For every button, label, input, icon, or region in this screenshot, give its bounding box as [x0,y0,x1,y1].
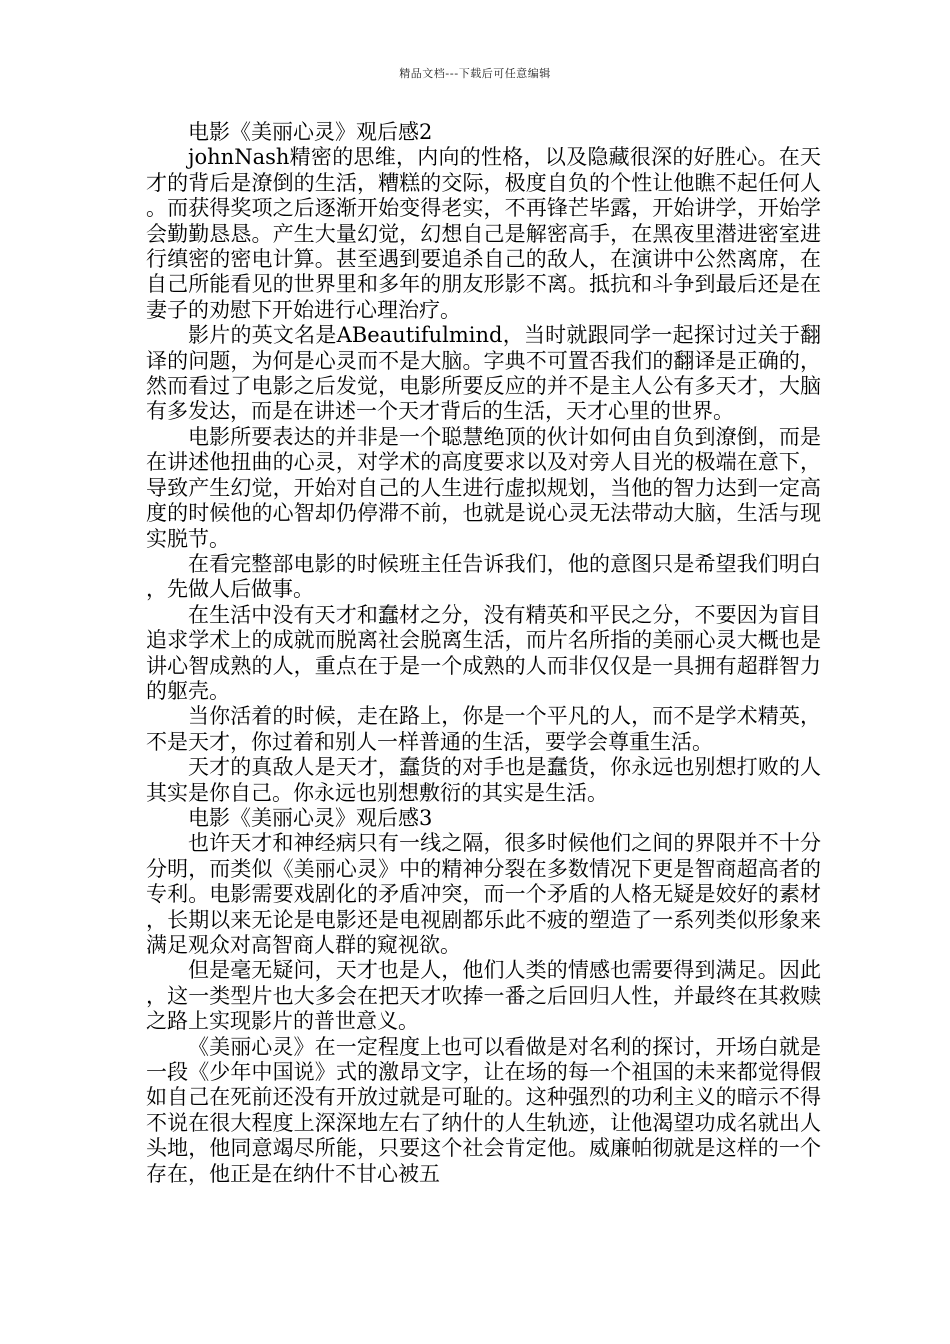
paragraph: 影片的英文名是ABeautifulmind，当时就跟同学一起探讨过关于翻译的问题，为何是心灵而不是大脑。字典不可置否我们的翻译是正确的，然而看过了电影之后发觉，电影所要反应的并不是主人公有多天才，大脑有多发达，而是在讲述一个天才背后的生活，天才心里的世界。 [146,323,821,424]
paragraph: 但是毫无疑问，天才也是人，他们人类的情感也需要得到满足。因此，这一类型片也大多会在把天才吹捧一番之后回归人性，并最终在其救赎之路上实现影片的普世意义。 [146,958,821,1034]
paragraph: 在生活中没有天才和蠢材之分，没有精英和平民之分，不要因为盲目追求学术上的成就而脱离社会脱离生活，而片名所指的美丽心灵大概也是讲心智成熟的人，重点在于是一个成熟的人而非仅仅是一具拥有超群智力的躯壳。 [146,602,821,703]
paragraph: 在看完整部电影的时候班主任告诉我们，他的意图只是希望我们明白，先做人后做事。 [146,551,821,602]
paragraph: 《美丽心灵》在一定程度上也可以看做是对名利的探讨，开场白就是一段《少年中国说》式的激昂文字，让在场的每一个祖国的未来都觉得假如自己在死前还没有开放过就是可耻的。这种强烈的功利主义的暗示不得不说在很大程度上深深地左右了纳什的人生轨迹，让他渴望功成名就出人头地，他同意竭尽所能，只要这个社会肯定他。威廉帕彻就是这样的一个存在，他正是在纳什不甘心被五 [146,1034,821,1186]
paragraph: johnNash精密的思维，内向的性格，以及隐藏很深的好胜心。在天才的背后是潦倒的生活，糟糕的交际，极度自负的个性让他瞧不起任何人。而获得奖项之后逐渐开始变得老实，不再锋芒毕露，开始讲学，开始学会勤勤恳恳。产生大量幻觉，幻想自己是解密高手，在黑夜里潜进密室进行缜密的密电计算。甚至遇到要追杀自己的敌人，在演讲中公然离席，在自己所能看见的世界里和多年的朋友形影不离。抵抗和斗争到最后还是在妻子的劝慰下开始进行心理治疗。 [146,145,821,322]
paragraph: 也许天才和神经病只有一线之隔，很多时候他们之间的界限并不十分分明，而类似《美丽心灵》中的精神分裂在多数情况下更是智商超高者的专利。电影需要戏剧化的矛盾冲突，而一个矛盾的人格无疑是姣好的素材，长期以来无论是电影还是电视剧都乐此不疲的塑造了一系列类似形象来满足观众对高智商人群的窥视欲。 [146,831,821,957]
paragraph: 电影所要表达的并非是一个聪慧绝顶的伙计如何由自负到潦倒，而是在讲述他扭曲的心灵，对学术的高度要求以及对旁人目光的极端在意下，导致产生幻觉，开始对自己的人生进行虚拟规划，当他的智力达到一定高度的时候他的心智却仍停滞不前，也就是说心灵无法带动大脑，生活与现实脱节。 [146,424,821,551]
paragraph: 天才的真敌人是天才，蠢货的对手也是蠢货，你永远也别想打败的人其实是你自己。你永远也别想敷衍的其实是生活。 [146,755,821,805]
document-body [146,120,821,1187]
paragraph: 当你活着的时候，走在路上，你是一个平凡的人，而不是学术精英，不是天才，你过着和别人一样普通的生活，要学会尊重生活。 [146,704,821,754]
section-title: 电影《美丽心灵》观后感3 [188,805,433,830]
page-header: 精品文档---下载后可任意编辑 [399,67,551,80]
section-title: 电影《美丽心灵》观后感2 [188,120,433,144]
